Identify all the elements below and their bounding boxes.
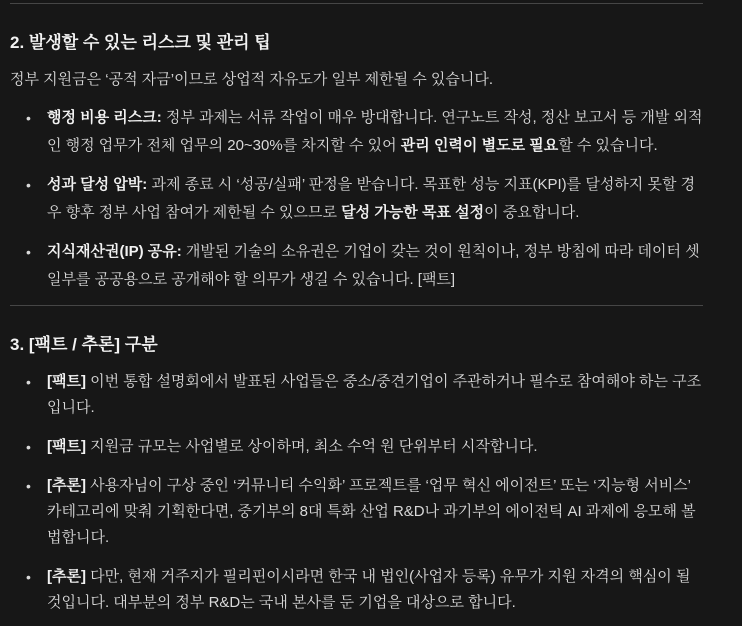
bullet-text: 사용자님이 구상 중인 ‘커뮤니티 수익화’ 프로젝트를 ‘업무 혁신 에이전트’ 또는 ‘지능형 서비스’ 카테고리에 맞춰 기획한다면, 중기부의 8대 특화 산업 R&D나 과기부의 에이전틱 AI 과제에 응모해 볼 법합니다. [47,477,696,546]
bullet-text: 과제 종료 시 ‘성공/실패’ 판정을 받습니다. 목표한 성능 지표(KPI)를 달성하지 못할 경우 향후 정부 사업 참여가 제한될 수 있으므로 [47,176,696,221]
list-item [10,473,703,551]
list-item [10,171,703,227]
list-item [10,104,703,160]
bullet-lead: [팩트] [47,438,86,455]
fact-bullet-list [10,369,703,616]
bullet-text: 개발된 기술의 소유권은 기업이 갖는 것이 원칙이나, 정부 방침에 따라 데이터 셋 일부를 공공용으로 공개해야 할 의무가 생길 수 있습니다. [팩트] [47,243,700,288]
bullet-lead: [추론] [47,568,86,585]
bullet-text: 다만, 현재 거주지가 필리핀이시라면 한국 내 법인(사업자 등록) 유무가 지원 자격의 핵심이 될 것입니다. 대부분의 정부 R&D는 국내 본사를 둔 기업을 대상으로 합니다. [47,568,691,611]
bullet-lead: 지식재산권(IP) 공유: [47,243,182,260]
document-page [0,3,742,626]
bullet-lead: [팩트] [47,373,86,390]
bullet-icon: • [26,244,31,260]
risk-bullet-list [10,104,703,294]
risk-intro-paragraph: 정부 지원금은 ‘공적 자금’이므로 상업적 자유도가 일부 제한될 수 있습니다. [10,71,494,88]
bullet-icon: • [26,478,31,494]
bullet-icon: • [26,439,31,455]
list-item [10,369,703,421]
list-item [10,564,703,616]
bullet-lead: 성과 달성 압박: [47,176,148,193]
section-divider [10,305,703,306]
bullet-text: 정부 과제는 서류 작업이 매우 방대합니다. 연구노트 작성, 정산 보고서 등 개발 외적인 행정 업무가 전체 업무의 20~30%를 차지할 수 있어 [47,109,703,154]
bullet-text: 이번 통합 설명회에서 발표된 사업들은 중소/중견기업이 주관하거나 필수로 참여해야 하는 구조입니다. [47,373,702,416]
list-item [10,238,703,294]
fact-section-heading: 3. [팩트 / 추론] 구분 [10,335,158,354]
bullet-text: 할 수 있습니다. [558,137,658,154]
bullet-bold-text: 관리 인력이 별도로 필요 [400,137,559,154]
bullet-text: 이 중요합니다. [484,204,580,221]
bullet-lead: 행정 비용 리스크: [47,109,162,126]
risk-section-heading: 2. 발생할 수 있는 리스크 및 관리 팁 [10,33,271,52]
bullet-icon: • [26,177,31,193]
bullet-icon: • [26,569,31,585]
bullet-text: 지원금 규모는 사업별로 상이하며, 최소 수억 원 단위부터 시작합니다. [85,438,538,455]
top-divider [10,3,703,4]
bullet-icon: • [26,374,31,390]
bullet-icon: • [26,110,31,126]
list-item [10,434,703,460]
bullet-bold-text: 달성 가능한 목표 설정 [341,204,485,221]
bullet-lead: [추론] [47,477,86,494]
